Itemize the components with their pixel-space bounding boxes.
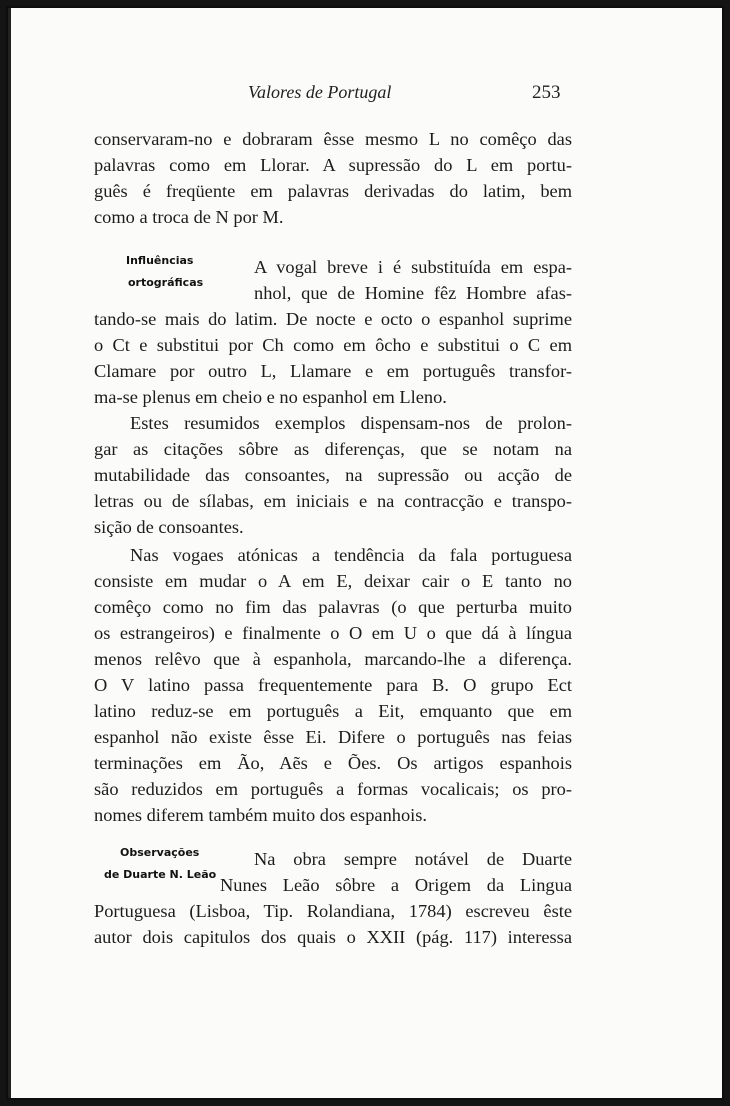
text-line: espanhol não existe êsse Ei. Difere o português nas feias bbox=[94, 727, 572, 747]
text-line: sição de consoantes. bbox=[94, 517, 244, 537]
text-line: os estrangeiros) e finalmente o O em U o que dá à língua bbox=[94, 623, 572, 643]
page-header bbox=[8, 78, 722, 112]
paragraph-influencias bbox=[94, 254, 572, 410]
paragraph-estes bbox=[94, 410, 572, 540]
text-line: Portuguesa (Lisboa, Tip. Rolandiana, 1784) escreveu êste bbox=[94, 901, 572, 921]
text-line: tando-se mais do latim. De nocte e octo o espanhol suprime bbox=[94, 309, 572, 329]
text-line: gar as citações sôbre as diferenças, que se notam na bbox=[94, 439, 572, 459]
text-line: Clamare por outro L, Llamare e em português transfor- bbox=[94, 361, 572, 381]
text-line: Nunes Leão sôbre a Origem da Lingua bbox=[220, 875, 572, 895]
text-line: terminações em Ão, Aẽs e Ões. Os artigos espanhois bbox=[94, 753, 572, 773]
book-page bbox=[6, 6, 724, 1100]
text-line: comêço como no fim das palavras (o que perturba muito bbox=[94, 597, 572, 617]
page-left-edge bbox=[8, 8, 11, 1098]
text-line: Estes resumidos exemplos dispensam-nos de prolon- bbox=[130, 413, 572, 433]
text-line: palavras como em Llorar. A supressão do L em portu- bbox=[94, 155, 572, 175]
text-line: como a troca de N por M. bbox=[94, 207, 284, 227]
text-line: nomes diferem também muito dos espanhois. bbox=[94, 805, 428, 825]
side-note-duarte: de Duarte N. Leão bbox=[104, 868, 217, 881]
side-note-influencias: Influências bbox=[126, 254, 194, 267]
running-title: Valores de Portugal bbox=[248, 82, 392, 102]
side-note-observacoes: Observações bbox=[120, 846, 200, 859]
page-number: 253 bbox=[532, 82, 561, 103]
text-line: Nas vogaes atónicas a tendência da fala portuguesa bbox=[130, 545, 572, 565]
side-note-ortograficas: ortográficas bbox=[128, 276, 204, 289]
text-line: ma-se plenus em cheio e no espanhol em Lleno. bbox=[94, 387, 447, 407]
text-line: O V latino passa frequentemente para B. O grupo Ect bbox=[94, 675, 572, 695]
paragraph-observacoes bbox=[94, 846, 572, 950]
text-line: autor dois capitulos dos quais o XXII (pág. 117) interessa bbox=[94, 927, 572, 947]
text-line: são reduzidos em português a formas vocalicais; os pro- bbox=[94, 779, 572, 799]
text-line: conservaram-no e dobraram êsse mesmo L no comêço das bbox=[94, 129, 572, 149]
text-line: Na obra sempre notável de Duarte bbox=[254, 849, 572, 869]
text-line: letras ou de sílabas, em iniciais e na contracção e transpo- bbox=[94, 491, 572, 511]
text-line: consiste em mudar o A em E, deixar cair o E tanto no bbox=[94, 571, 572, 591]
text-line: guês é freqüente em palavras derivadas do latim, bem bbox=[94, 181, 572, 201]
text-line: nhol, que de Homine fêz Hombre afas- bbox=[254, 283, 572, 303]
text-line: A vogal breve i é substituída em espa- bbox=[254, 257, 572, 277]
paragraph-1 bbox=[94, 126, 572, 230]
text-line: mutabilidade das consoantes, na supressão ou acção de bbox=[94, 465, 572, 485]
text-line: o Ct e substitui por Ch como em ôcho e substitui o C em bbox=[94, 335, 572, 355]
text-line: latino reduz-se em português a Eit, emquanto que em bbox=[94, 701, 572, 721]
text-line: menos relêvo que à espanhola, marcando-lhe a diferença. bbox=[94, 649, 572, 669]
paragraph-nas bbox=[94, 542, 572, 828]
